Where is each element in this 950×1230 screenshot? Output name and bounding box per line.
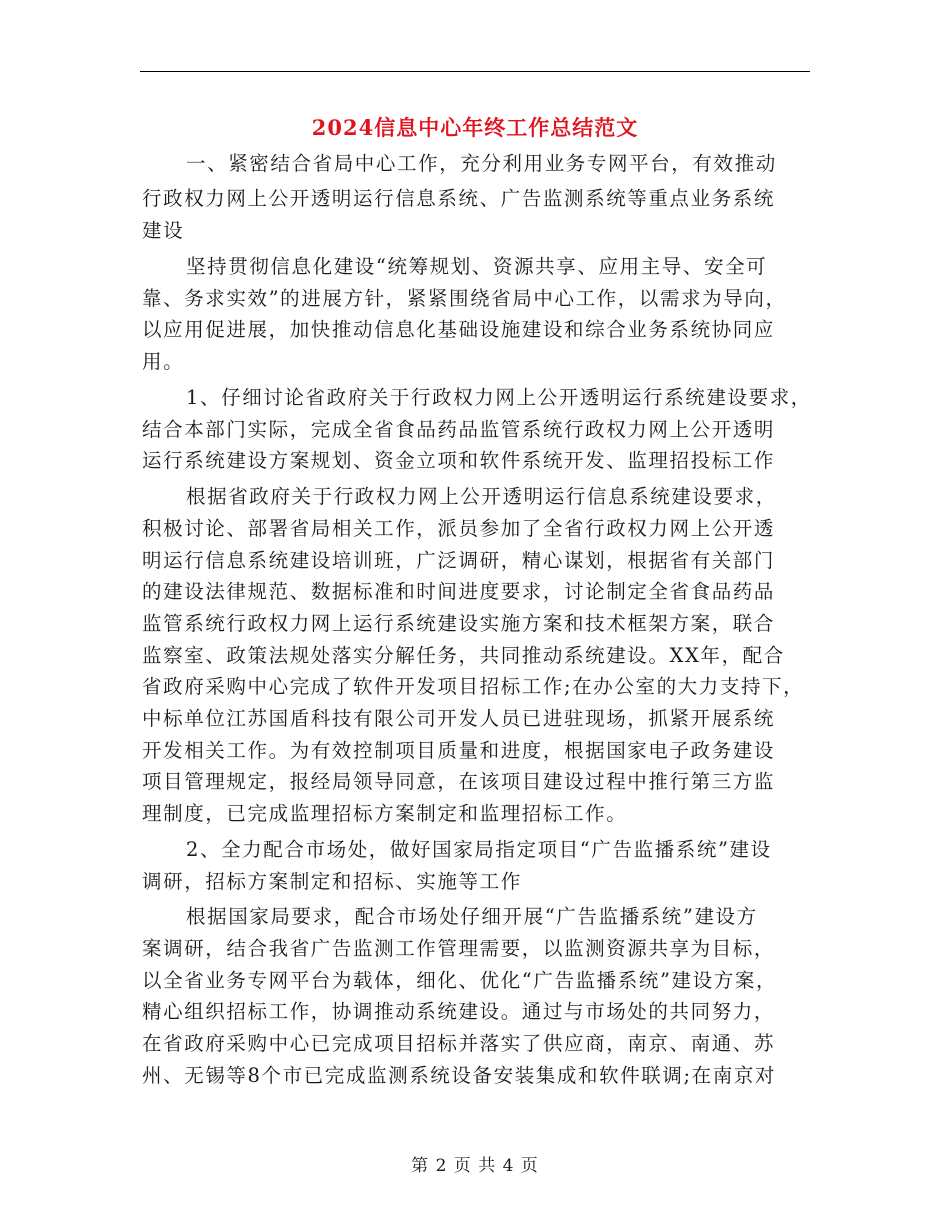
body-line: 案调研，结合我省广告监测工作管理需要，以监测资源共享为目标， <box>142 937 776 960</box>
body-line: 明运行信息系统建设培训班，广泛调研，精心谋划，根据省有关部门 <box>142 549 776 572</box>
body-line: 在省政府采购中心已完成项目招标并落实了供应商，南京、南通、苏 <box>142 1032 776 1055</box>
body-line: 积极讨论、部署省局相关工作，派员参加了全省行政权力网上公开透 <box>142 517 776 540</box>
body-line: 运行系统建设方案规划、资金立项和软件系统开发、监理招投标工作 <box>142 449 776 472</box>
page-number: 第 2 页 共 4 页 <box>411 1156 539 1176</box>
body-line: 根据国家局要求，配合市场处仔细开展“广告监播系统”建设方 <box>186 905 758 928</box>
body-line: 行政权力网上公开透明运行信息系统、广告监测系统等重点业务系统 <box>142 187 776 210</box>
body-line: 结合本部门实际，完成全省食品药品监管系统行政权力网上公开透明 <box>142 418 776 441</box>
body-line: 调研，招标方案制定和招标、实施等工作 <box>142 870 522 893</box>
body-line: 1、仔细讨论省政府关于行政权力网上公开透明运行系统建设要求， <box>186 386 812 409</box>
body-line: 省政府采购中心完成了软件开发项目招标工作;在办公室的大力支持下， <box>142 675 805 698</box>
body-line: 以应用促进展，加快推动信息化基础设施建设和综合业务系统协同应 <box>142 318 776 341</box>
body-line: 靠、务求实效”的进展方针，紧紧围绕省局中心工作，以需求为导向， <box>142 287 787 310</box>
body-line: 州、无锡等8个市已完成监测系统设备安装集成和软件联调;在南京对 <box>142 1064 777 1087</box>
body-line: 坚持贯彻信息化建设“统筹规划、资源共享、应用主导、安全可 <box>186 255 768 278</box>
body-line: 以全省业务专网平台为载体，细化、优化“广告监播系统”建设方案， <box>142 969 778 992</box>
body-line: 的建设法律规范、数据标准和时间进度要求，讨论制定全省食品药品 <box>142 580 776 603</box>
body-line: 开发相关工作。为有效控制项目质量和进度，根据国家电子政务建设 <box>142 739 776 762</box>
body-line: 一、紧密结合省局中心工作，充分利用业务专网平台，有效推动 <box>186 152 777 175</box>
body-line: 2、全力配合市场处，做好国家局指定项目“广告监播系统”建设 <box>186 838 772 861</box>
document-title: 2024信息中心年终工作总结范文 <box>311 115 639 140</box>
body-line: 监管系统行政权力网上运行系统建设实施方案和技术框架方案，联合 <box>142 612 776 635</box>
body-line: 理制度，已完成监理招标方案制定和监理招标工作。 <box>142 802 628 825</box>
body-line: 中标单位江苏国盾科技有限公司开发人员已进驻现场，抓紧开展系统 <box>142 707 776 730</box>
body-line: 建设 <box>142 219 185 242</box>
body-line: 用。 <box>142 350 185 373</box>
body-line: 监察室、政策法规处落实分解任务，共同推动系统建设。XX年，配合 <box>142 644 785 667</box>
body-line: 项目管理规定，报经局领导同意，在该项目建设过程中推行第三方监 <box>142 770 776 793</box>
header-rule <box>140 71 810 72</box>
body-line: 精心组织招标工作，协调推动系统建设。通过与市场处的共同努力， <box>142 1000 776 1023</box>
body-line: 根据省政府关于行政权力网上公开透明运行信息系统建设要求， <box>186 485 777 508</box>
